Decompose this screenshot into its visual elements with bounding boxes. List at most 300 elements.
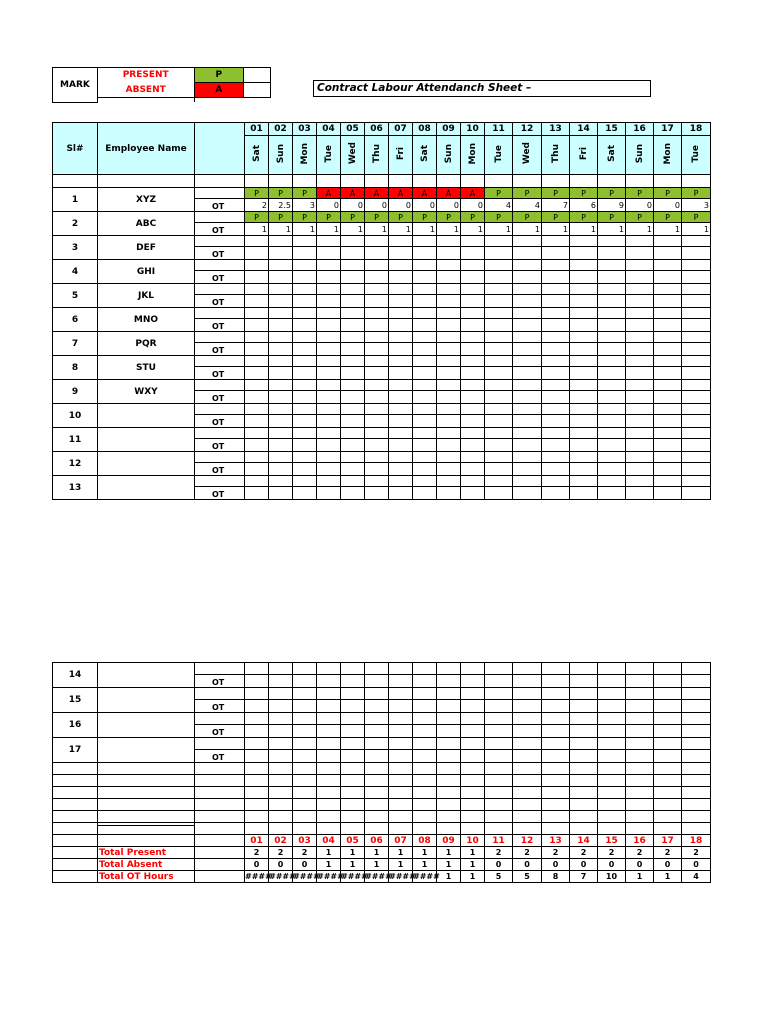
weekday-cell <box>682 136 711 175</box>
blank-cell <box>365 811 389 823</box>
ot-cell <box>626 247 654 260</box>
total-present-value: 2 <box>626 847 654 859</box>
attendance-cell <box>654 236 682 247</box>
ot-cell: 0 <box>365 199 389 212</box>
ot-cell <box>461 319 485 332</box>
blank-cell <box>245 823 269 835</box>
attendance-cell: A <box>365 188 389 199</box>
day-number: 03 <box>293 123 317 136</box>
ot-cell <box>513 367 542 380</box>
total-ot-hours-value: 1 <box>654 871 682 883</box>
ot-cell <box>598 271 626 284</box>
ot-cell: 7 <box>542 199 570 212</box>
blank-cell <box>654 823 682 835</box>
blank-cell <box>195 823 245 835</box>
ot-cell <box>542 367 570 380</box>
blank-cell <box>513 811 542 823</box>
attendance-cell <box>269 404 293 415</box>
blank-cell <box>389 787 413 799</box>
attendance-cell <box>341 428 365 439</box>
attendance-cell <box>542 688 570 700</box>
attendance-cell <box>365 688 389 700</box>
attendance-cell <box>598 332 626 343</box>
employee-row <box>53 188 711 199</box>
ot-cell <box>485 271 513 284</box>
attendance-cell <box>598 284 626 295</box>
blank-cell <box>413 763 437 775</box>
ot-cell <box>245 463 269 476</box>
attendance-cell <box>513 688 542 700</box>
blank-cell <box>245 811 269 823</box>
ot-cell <box>682 725 711 738</box>
attendance-cell: A <box>389 188 413 199</box>
attendance-cell <box>598 688 626 700</box>
ot-cell <box>485 439 513 452</box>
ot-cell <box>682 343 711 356</box>
ot-cell <box>389 271 413 284</box>
employee-name: MNO <box>98 308 195 332</box>
day-number: 13 <box>542 123 570 136</box>
blank-cell <box>317 799 341 811</box>
attendance-cell <box>293 332 317 343</box>
blank-cell <box>598 811 626 823</box>
employee-row <box>53 476 711 487</box>
ot-cell <box>598 487 626 500</box>
ot-cell <box>542 750 570 763</box>
total-absent-value: 1 <box>317 859 341 871</box>
attendance-cell <box>570 452 598 463</box>
weekday-cell <box>389 136 413 175</box>
attendance-cell <box>341 236 365 247</box>
attendance-cell <box>245 380 269 391</box>
blank-cell <box>389 799 413 811</box>
ot-cell: 1 <box>654 223 682 236</box>
employee-row <box>53 212 711 223</box>
ot-cell <box>317 700 341 713</box>
ot-cell <box>682 750 711 763</box>
blank-cell <box>682 787 711 799</box>
ot-cell <box>654 319 682 332</box>
employee-sl: 16 <box>53 713 98 738</box>
ot-cell <box>598 391 626 404</box>
blank-cell <box>53 811 98 823</box>
blank-cell <box>485 775 513 787</box>
attendance-label-cell <box>195 380 245 391</box>
blank-cell <box>195 763 245 775</box>
attendance-cell <box>542 428 570 439</box>
day-number: 12 <box>513 123 542 136</box>
ot-label: OT <box>195 487 245 500</box>
employee-name: PQR <box>98 332 195 356</box>
blank-cell <box>682 799 711 811</box>
attendance-cell <box>542 308 570 319</box>
blank-cell <box>245 175 269 188</box>
ot-cell <box>317 487 341 500</box>
weekday-label: Tue <box>493 144 504 163</box>
ot-cell: 1 <box>682 223 711 236</box>
ot-cell <box>341 463 365 476</box>
ot-cell <box>461 439 485 452</box>
ot-cell <box>654 367 682 380</box>
ot-cell <box>245 675 269 688</box>
ot-cell <box>461 700 485 713</box>
day-number: 08 <box>413 123 437 136</box>
ot-cell <box>269 415 293 428</box>
ot-cell: 1 <box>437 223 461 236</box>
ot-cell <box>365 295 389 308</box>
total-ot-hours-value: #### <box>245 872 272 881</box>
ot-cell <box>341 271 365 284</box>
total-absent-value: 1 <box>389 859 413 871</box>
employee-sl: 2 <box>53 212 98 236</box>
blank-row <box>53 787 711 799</box>
attendance-cell: P <box>485 188 513 199</box>
ot-cell <box>317 343 341 356</box>
attendance-cell: P <box>682 212 711 223</box>
attendance-cell <box>598 404 626 415</box>
attendance-cell <box>269 284 293 295</box>
employee-row <box>53 428 711 439</box>
weekday-cell <box>654 136 682 175</box>
weekday-label: Sat <box>606 145 617 162</box>
attendance-cell <box>626 476 654 487</box>
blank-cell <box>317 763 341 775</box>
employee-name <box>98 713 195 738</box>
ot-cell <box>413 271 437 284</box>
attendance-cell <box>485 452 513 463</box>
day-number: 10 <box>461 123 485 136</box>
attendance-cell <box>485 738 513 750</box>
ot-cell <box>269 675 293 688</box>
blank-cell <box>195 859 245 871</box>
total-absent-value: 1 <box>365 859 389 871</box>
blank-cell <box>682 811 711 823</box>
attendance-cell <box>513 404 542 415</box>
attendance-cell <box>389 738 413 750</box>
ot-cell <box>413 487 437 500</box>
ot-cell <box>413 700 437 713</box>
ot-cell <box>365 415 389 428</box>
blank-cell <box>317 787 341 799</box>
attendance-cell <box>245 284 269 295</box>
ot-cell <box>413 391 437 404</box>
attendance-cell: P <box>437 212 461 223</box>
blank-cell <box>461 175 485 188</box>
blank-cell <box>654 763 682 775</box>
attendance-cell <box>461 308 485 319</box>
ot-cell <box>542 271 570 284</box>
attendance-cell <box>461 380 485 391</box>
blank-row <box>53 763 711 775</box>
ot-cell <box>365 439 389 452</box>
blank-cell <box>341 823 365 835</box>
weekday-label: Tue <box>691 144 701 163</box>
attendance-cell <box>598 428 626 439</box>
ot-cell <box>317 391 341 404</box>
attendance-cell <box>269 476 293 487</box>
attendance-cell <box>365 332 389 343</box>
total-ot-hours-value: #### <box>341 872 368 881</box>
attendance-cell <box>461 713 485 725</box>
ot-cell <box>485 750 513 763</box>
total-present-value: 2 <box>269 847 293 859</box>
blank-cell <box>437 175 461 188</box>
ot-cell <box>269 725 293 738</box>
attendance-cell <box>654 380 682 391</box>
legend-table <box>52 67 271 103</box>
attendance-cell <box>513 236 542 247</box>
attendance-cell <box>293 428 317 439</box>
footer-day-number: 03 <box>293 835 317 847</box>
attendance-cell <box>682 356 711 367</box>
total-absent-label: Total Absent <box>98 859 195 871</box>
attendance-cell <box>513 332 542 343</box>
attendance-cell <box>542 404 570 415</box>
attendance-cell <box>341 380 365 391</box>
attendance-cell <box>682 738 711 750</box>
attendance-cell <box>570 356 598 367</box>
total-present-value: 2 <box>542 847 570 859</box>
blank-cell <box>570 775 598 787</box>
total-ot-hours-value: 5 <box>513 871 542 883</box>
attendance-cell <box>437 380 461 391</box>
attendance-cell: P <box>570 188 598 199</box>
attendance-cell <box>513 713 542 725</box>
attendance-cell <box>341 260 365 271</box>
ot-cell <box>485 367 513 380</box>
ot-cell <box>389 725 413 738</box>
attendance-label-cell <box>195 332 245 343</box>
ot-cell: 1 <box>365 223 389 236</box>
blank-cell <box>485 763 513 775</box>
footer-day-number: 18 <box>682 835 711 847</box>
ot-cell <box>341 247 365 260</box>
blank-cell <box>389 175 413 188</box>
ot-cell <box>598 367 626 380</box>
footer-day-number: 06 <box>365 835 389 847</box>
ot-cell <box>513 725 542 738</box>
ot-cell <box>413 367 437 380</box>
blank-cell <box>570 823 598 835</box>
weekday-label: Fri <box>395 146 406 161</box>
blank-cell <box>485 787 513 799</box>
attendance-cell <box>626 332 654 343</box>
employee-sl: 1 <box>53 188 98 212</box>
ot-cell <box>513 247 542 260</box>
ot-cell <box>365 487 389 500</box>
ot-label: OT <box>195 750 245 763</box>
blank-cell <box>365 799 389 811</box>
ot-label: OT <box>195 319 245 332</box>
employee-row <box>53 332 711 343</box>
weekday-label: Sun <box>634 143 645 164</box>
blank-cell <box>98 787 195 799</box>
attendance-cell <box>682 713 711 725</box>
ot-cell <box>626 343 654 356</box>
attendance-cell <box>570 713 598 725</box>
attendance-cell <box>461 356 485 367</box>
blank-cell <box>461 787 485 799</box>
blank-cell <box>461 811 485 823</box>
ot-cell <box>461 247 485 260</box>
ot-cell: 1 <box>245 223 269 236</box>
ot-cell <box>485 700 513 713</box>
blank-cell <box>413 175 437 188</box>
ot-cell <box>269 271 293 284</box>
ot-cell <box>626 271 654 284</box>
attendance-cell <box>317 260 341 271</box>
attendance-cell <box>269 260 293 271</box>
ot-cell <box>317 367 341 380</box>
blank-cell <box>682 175 711 188</box>
ot-cell <box>293 725 317 738</box>
ot-cell <box>626 367 654 380</box>
weekday-cell <box>293 136 317 175</box>
blank-cell <box>195 775 245 787</box>
attendance-cell <box>485 476 513 487</box>
total-ot-hours-value: #### <box>293 872 320 881</box>
attendance-cell: P <box>654 212 682 223</box>
weekday-cell <box>437 136 461 175</box>
ot-cell <box>513 487 542 500</box>
ot-cell <box>542 415 570 428</box>
attendance-cell <box>542 332 570 343</box>
attendance-label-cell <box>195 476 245 487</box>
blank-cell <box>461 823 485 835</box>
attendance-cell <box>317 738 341 750</box>
attendance-cell <box>485 688 513 700</box>
attendance-cell <box>389 476 413 487</box>
attendance-cell <box>570 476 598 487</box>
ot-cell <box>570 675 598 688</box>
blank-cell <box>293 175 317 188</box>
attendance-cell <box>317 452 341 463</box>
employee-name <box>98 738 195 763</box>
ot-cell <box>682 439 711 452</box>
ot-cell <box>245 487 269 500</box>
ot-label: OT <box>195 725 245 738</box>
attendance-cell <box>413 476 437 487</box>
attendance-table <box>52 122 711 500</box>
blank-cell <box>389 763 413 775</box>
ot-label: OT <box>195 223 245 236</box>
attendance-label-cell <box>195 284 245 295</box>
attendance-cell: P <box>626 188 654 199</box>
employee-name: WXY <box>98 380 195 404</box>
blank-cell <box>317 175 341 188</box>
ot-cell <box>682 367 711 380</box>
ot-cell <box>626 415 654 428</box>
weekday-label: Mon <box>467 142 478 165</box>
ot-cell <box>293 367 317 380</box>
total-absent-value: 0 <box>245 859 269 871</box>
ot-cell <box>245 319 269 332</box>
attendance-cell <box>598 380 626 391</box>
attendance-cell <box>570 308 598 319</box>
ot-cell <box>245 415 269 428</box>
attendance-cell <box>269 688 293 700</box>
weekday-cell <box>461 136 485 175</box>
weekday-label: Sun <box>275 143 286 164</box>
ot-cell <box>437 700 461 713</box>
ot-cell <box>461 367 485 380</box>
present-code: P <box>194 68 244 83</box>
employee-name: STU <box>98 356 195 380</box>
blank-cell <box>341 799 365 811</box>
attendance-cell <box>413 284 437 295</box>
attendance-cell: A <box>461 188 485 199</box>
spacer-row <box>53 175 711 188</box>
blank-cell <box>437 823 461 835</box>
header-row-days <box>53 123 711 136</box>
attendance-cell <box>598 236 626 247</box>
blank-cell <box>195 787 245 799</box>
total-ot-hours-value: 1 <box>461 871 485 883</box>
attendance-cell <box>293 688 317 700</box>
ot-cell <box>654 295 682 308</box>
attendance-cell <box>654 260 682 271</box>
ot-cell <box>682 675 711 688</box>
blank-cell <box>365 787 389 799</box>
day-number: 11 <box>485 123 513 136</box>
attendance-cell <box>682 476 711 487</box>
blank-cell <box>98 763 195 775</box>
blank-row <box>53 811 711 823</box>
ot-cell <box>245 391 269 404</box>
ot-cell <box>570 391 598 404</box>
attendance-cell <box>245 688 269 700</box>
blank-cell <box>245 799 269 811</box>
ot-cell <box>654 271 682 284</box>
present-label: PRESENT <box>97 68 194 83</box>
ot-cell <box>389 750 413 763</box>
ot-cell <box>293 271 317 284</box>
attendance-cell <box>626 688 654 700</box>
attendance-cell <box>413 332 437 343</box>
ot-cell <box>341 343 365 356</box>
blank-row <box>53 775 711 787</box>
attendance-cell <box>317 663 341 675</box>
attendance-cell <box>682 663 711 675</box>
ot-cell <box>626 700 654 713</box>
mark-label: MARK <box>53 68 98 103</box>
ot-cell <box>598 247 626 260</box>
attendance-cell <box>389 332 413 343</box>
weekday-cell <box>341 136 365 175</box>
employee-row <box>53 380 711 391</box>
ot-cell <box>626 463 654 476</box>
ot-cell <box>317 463 341 476</box>
ot-cell <box>485 295 513 308</box>
attendance-cell <box>389 452 413 463</box>
attendance-cell: P <box>341 212 365 223</box>
ot-label: OT <box>195 247 245 260</box>
ot-cell <box>269 463 293 476</box>
ot-header-blank <box>195 123 245 175</box>
attendance-cell <box>461 260 485 271</box>
attendance-cell <box>542 380 570 391</box>
attendance-cell <box>341 688 365 700</box>
attendance-cell <box>682 452 711 463</box>
attendance-cell <box>245 260 269 271</box>
footer-day-number: 15 <box>598 835 626 847</box>
ot-cell <box>389 391 413 404</box>
ot-cell <box>542 463 570 476</box>
ot-cell <box>485 415 513 428</box>
blank-row <box>53 799 711 811</box>
ot-label: OT <box>195 199 245 212</box>
attendance-cell <box>485 380 513 391</box>
